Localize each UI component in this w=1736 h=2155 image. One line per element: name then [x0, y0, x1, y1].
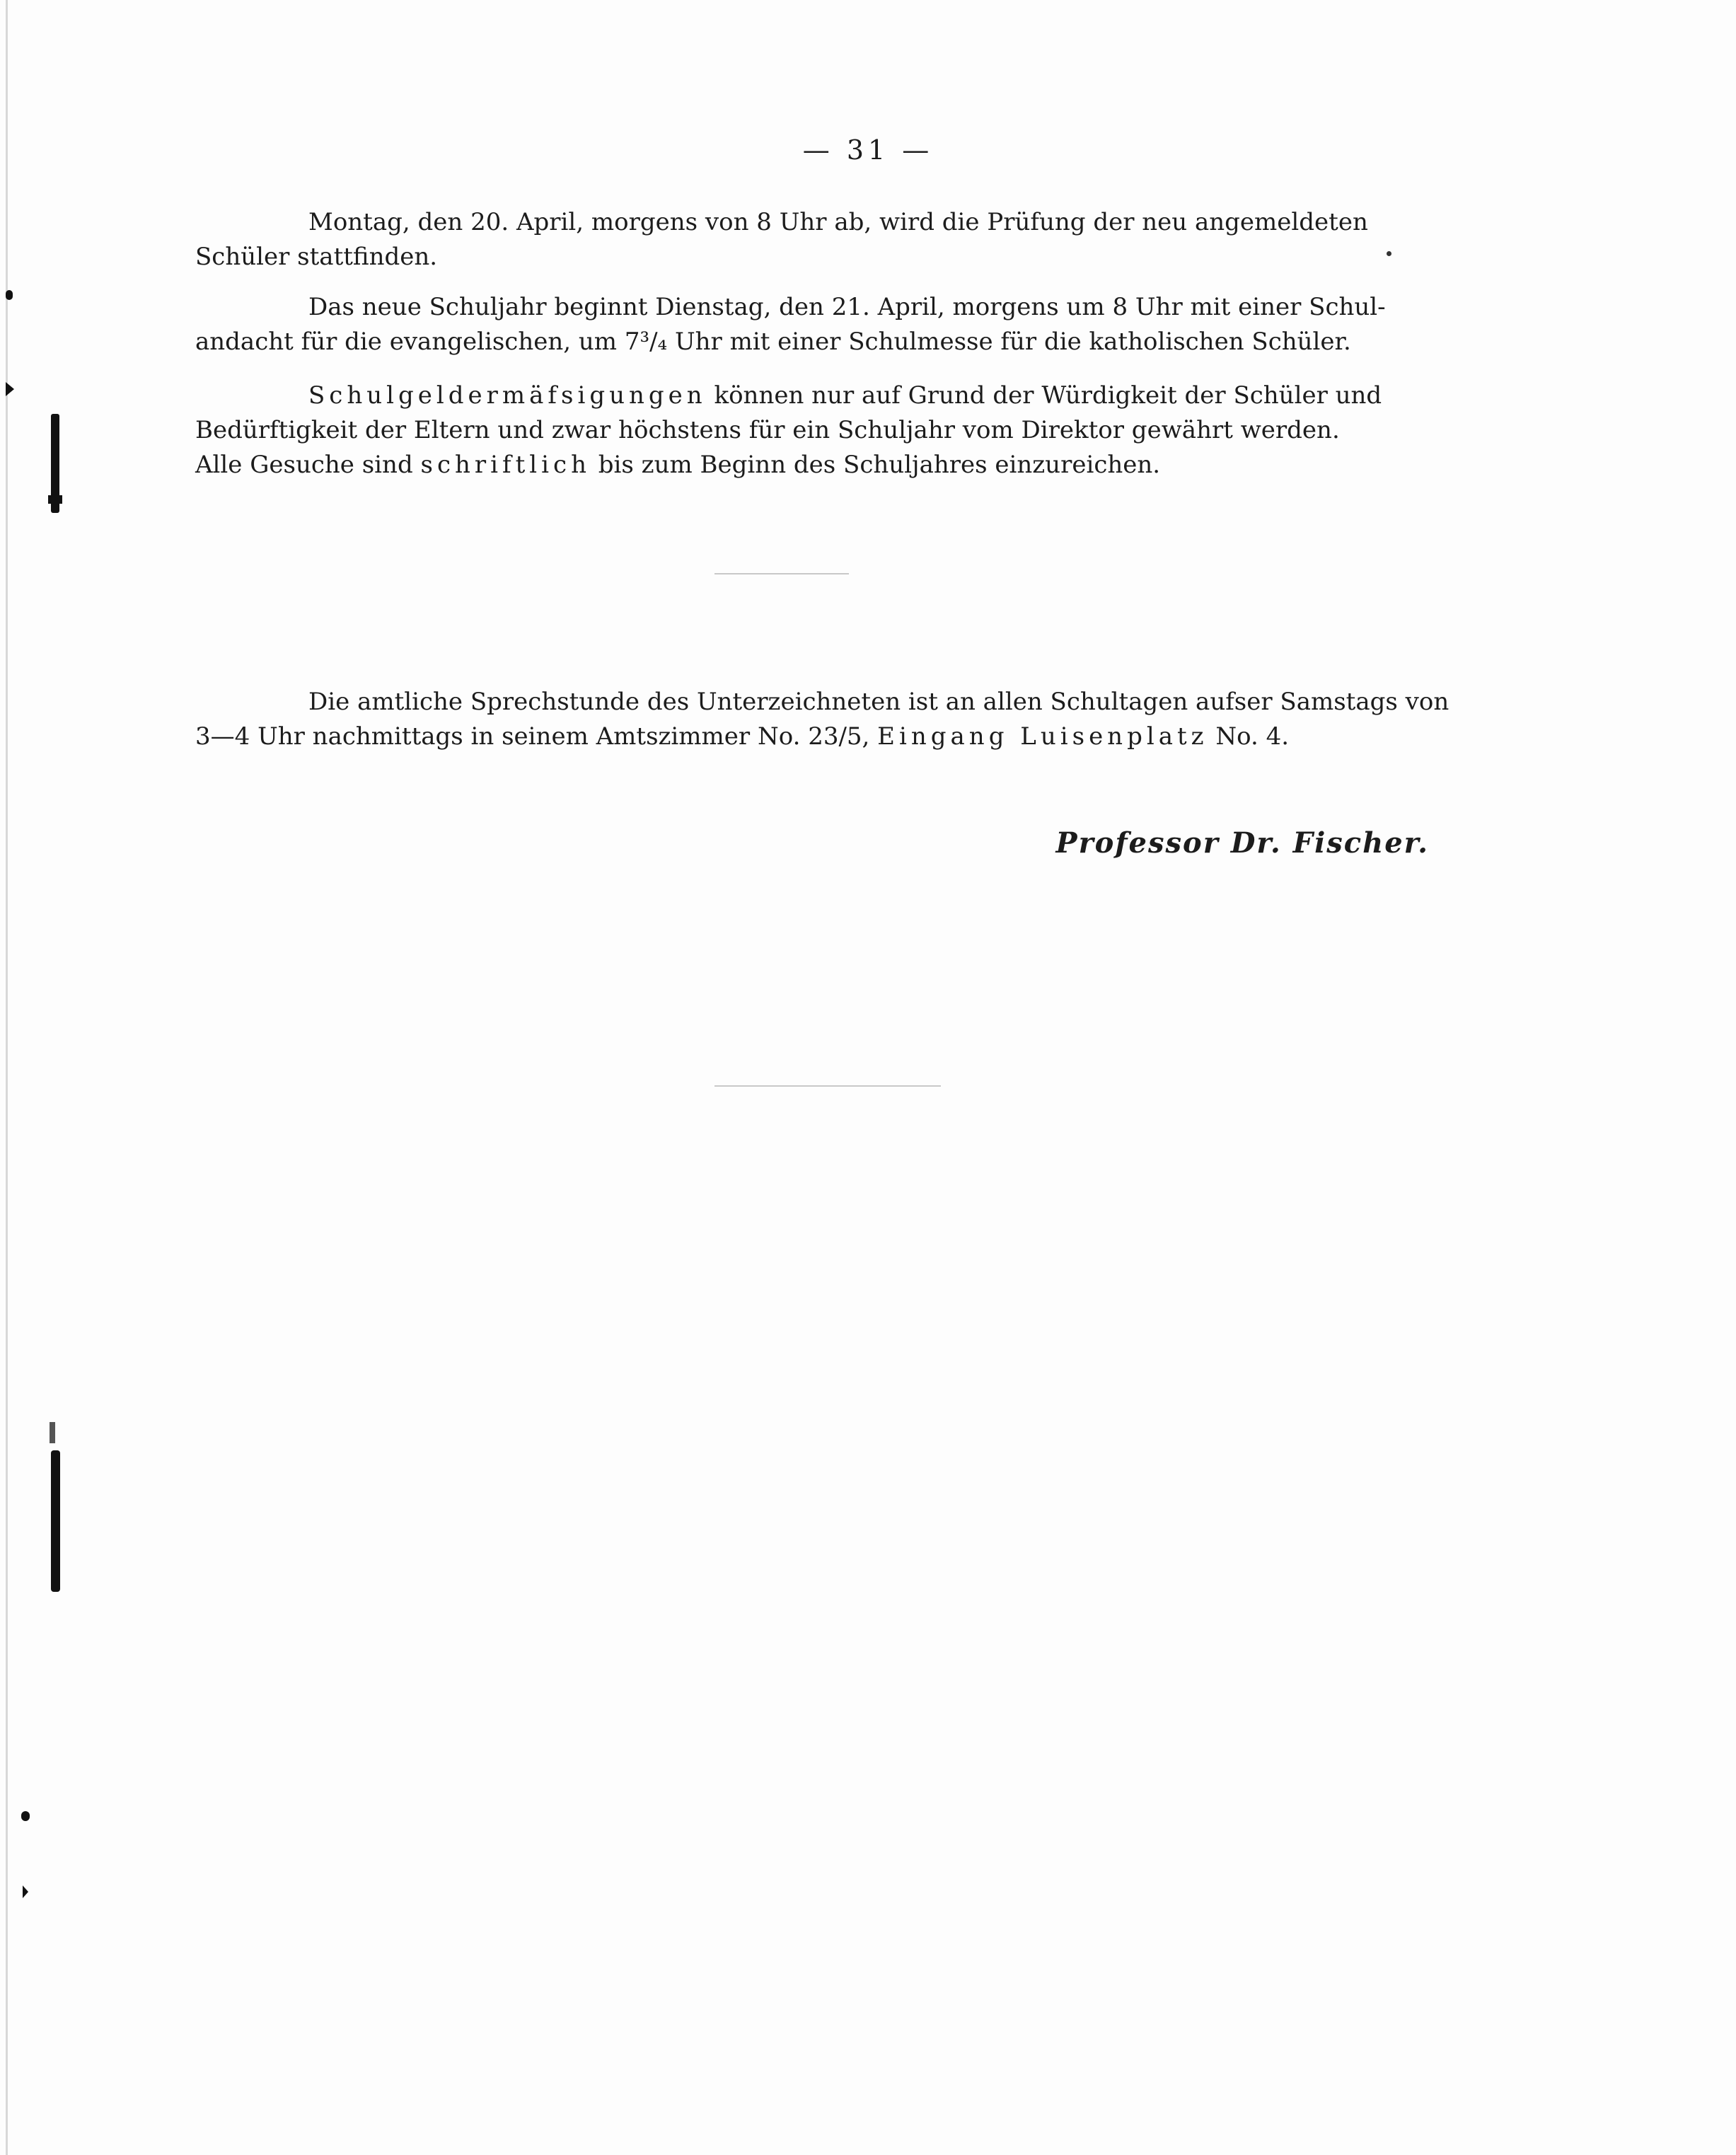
paragraph-schulgeld — [195, 379, 1462, 483]
paragraph-text: 3—4 Uhr nachmittags in seinem Amtszimmer No. 23/5, — [195, 722, 878, 751]
emphasized-term: Schulgeldermäfsigungen — [308, 381, 707, 410]
scan-mark — [6, 382, 14, 396]
closing-divider — [714, 1085, 941, 1087]
paragraph-line: Montag, den 20. April, morgens von 8 Uhr ab, wird die Prüfung der neu angemeldeten — [308, 208, 1368, 236]
scan-mark — [6, 290, 13, 300]
paragraph-pruefung — [195, 205, 1462, 275]
paragraph-text: No. 4. — [1208, 722, 1290, 751]
paragraph-sprechstunde — [195, 685, 1462, 754]
emphasized-term: Eingang Luisenplatz — [877, 722, 1208, 751]
page-number: — 31 — — [802, 134, 934, 166]
binding-edge — [6, 0, 8, 2155]
scan-mark — [51, 1450, 60, 1592]
scan-mark — [21, 1811, 30, 1821]
paragraph-line: andacht für die evangelischen, um 7³/₄ Uhr mit einer Schulmesse für die katholischen Schüler. — [195, 328, 1351, 356]
paragraph-text: können nur auf Grund der Würdigkeit der Schüler und — [706, 381, 1382, 410]
paragraph-schuljahr — [195, 290, 1462, 359]
paragraph-line — [195, 720, 1462, 754]
paragraph-line — [195, 448, 1462, 483]
section-divider — [714, 573, 849, 574]
paragraph-text: bis zum Beginn des Schuljahres einzureichen. — [590, 451, 1161, 479]
paragraph-line: Bedürftigkeit der Eltern und zwar höchstens für ein Schuljahr vom Direktor gewährt werden. — [195, 416, 1340, 444]
paragraph-text: Alle Gesuche sind — [195, 451, 421, 479]
paragraph-line: Das neue Schuljahr beginnt Dienstag, den 21. April, morgens um 8 Uhr mit einer Schul- — [308, 293, 1386, 321]
scan-mark — [48, 495, 62, 504]
paragraph-line: Schüler stattfinden. — [195, 243, 438, 271]
scan-mark — [50, 1422, 55, 1443]
paragraph-line — [195, 379, 1462, 413]
signature: Professor Dr. Fischer. — [1055, 826, 1429, 860]
scan-mark — [23, 1885, 28, 1898]
paragraph-line: Die amtliche Sprechstunde des Unterzeichneten ist an allen Schultagen aufser Samstags von — [308, 688, 1449, 716]
emphasized-term: schriftlich — [420, 451, 591, 479]
